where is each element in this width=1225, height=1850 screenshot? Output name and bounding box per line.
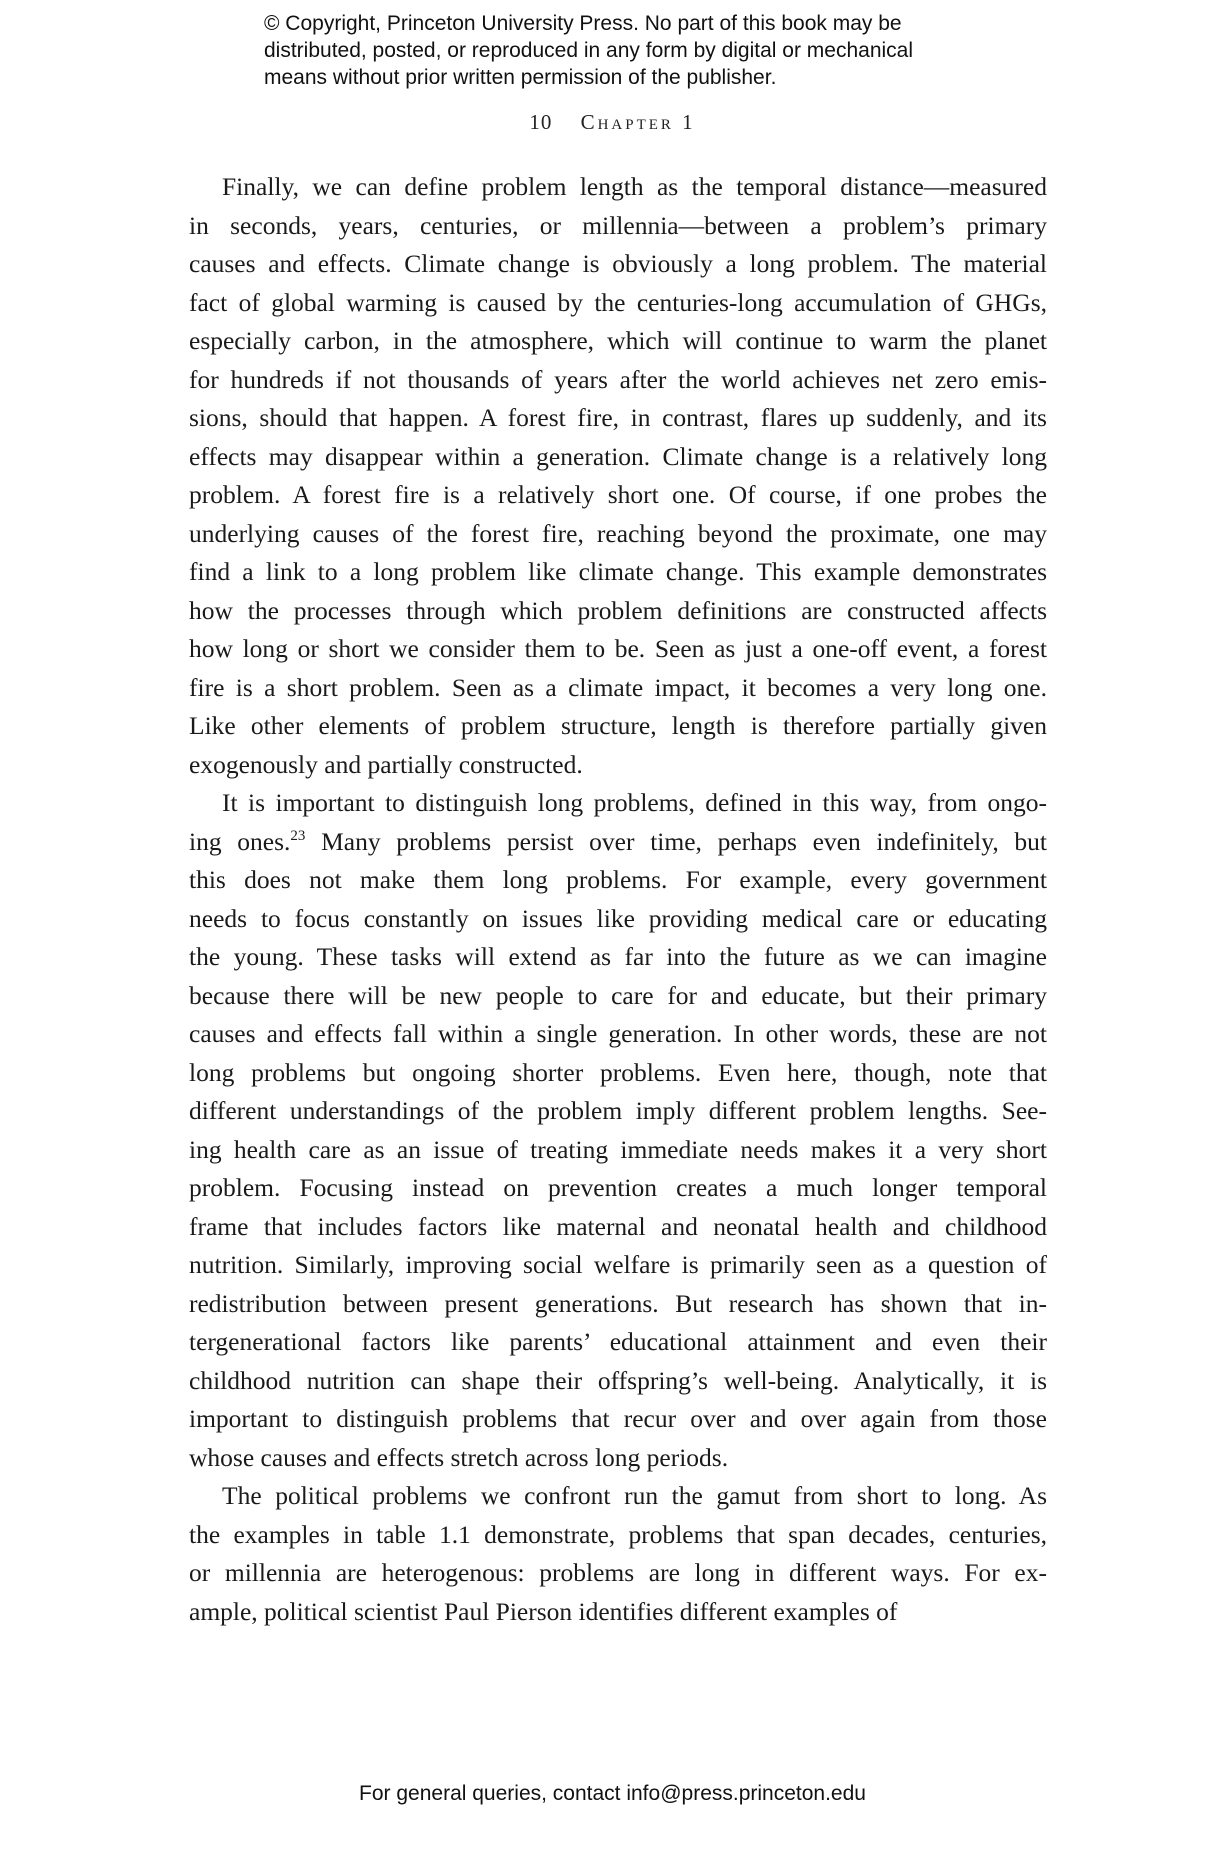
copyright-line: distributed, posted, or reproduced in any form by digital or mechanical [264, 39, 914, 62]
text-line: the examples in table 1.1 demonstrate, problems that span decades, centuries, [189, 1519, 1047, 1549]
text-line: causes and effects. Climate change is obviously a long problem. The material [189, 249, 1047, 278]
text-line: It is important to distinguish long problems, defined in this way, from ongo- [222, 788, 1047, 817]
chapter-label: Chapter 1 [580, 110, 696, 134]
copyright-line: means without prior written permission of the publisher. [264, 66, 777, 89]
text-line: problem. A forest fire is a relatively short one. Of course, if one probes the [189, 480, 1047, 509]
text-line: important to distinguish problems that recur over and over again from those [189, 1404, 1047, 1433]
text-line: in seconds, years, centuries, or millennia—between a problem’s primary [189, 210, 1047, 240]
text-line: The political problems we confront run the gamut from short to long. As [222, 1481, 1047, 1510]
text-line: long problems but ongoing shorter problems. Even here, though, note that [189, 1057, 1047, 1087]
text-line: Finally, we can define problem length as the temporal distance—measured [222, 172, 1047, 201]
line-text: Many problems persist over time, perhaps even indefinitely, but [305, 826, 1047, 856]
text-line: different understandings of the problem imply different problem lengths. See- [189, 1096, 1047, 1125]
text-line: whose causes and effects stretch across long periods. [189, 1442, 729, 1472]
text-line: ample, political scientist Paul Pierson identifies different examples of [189, 1596, 898, 1626]
text-line: redistribution between present generations. But research has shown that in- [189, 1288, 1047, 1318]
text-line: Like other elements of problem structure, length is therefore partially given [189, 711, 1047, 740]
text-line: because there will be new people to care for and educate, but their primary [189, 980, 1047, 1010]
text-line: how the processes through which problem definitions are constructed affects [189, 595, 1047, 625]
text-line: needs to focus constantly on issues like providing medical care or educating [189, 903, 1047, 933]
text-line: for hundreds if not thousands of years after the world achieves net zero emis- [189, 364, 1047, 394]
text-line: underlying causes of the forest fire, reaching beyond the proximate, one may [189, 518, 1047, 548]
text-line: or millennia are heterogenous: problems are long in different ways. For ex- [189, 1558, 1047, 1587]
footnote-reference[interactable]: 23 [290, 827, 306, 844]
footer-contact: For general queries, contact info@press.princeton.edu [359, 1782, 866, 1805]
text-line: ing health care as an issue of treating immediate needs makes it a very short [189, 1134, 1047, 1164]
text-line: frame that includes factors like maternal and neonatal health and childhood [189, 1211, 1047, 1241]
text-line: exogenously and partially constructed. [189, 749, 583, 779]
text-line: fact of global warming is caused by the centuries-long accumulation of GHGs, [189, 287, 1047, 317]
text-line: problem. Focusing instead on prevention creates a much longer temporal [189, 1173, 1047, 1202]
copyright-notice [264, 10, 913, 91]
text-line: this does not make them long problems. For example, every government [189, 865, 1047, 894]
line-text: ing ones. [189, 826, 291, 856]
text-line: find a link to a long problem like climate change. This example demonstrates [189, 557, 1047, 586]
page-number: 10 [529, 110, 553, 134]
text-line: causes and effects fall within a single generation. In other words, these are not [189, 1019, 1047, 1048]
text-line: especially carbon, in the atmosphere, which will continue to warm the planet [189, 326, 1047, 355]
running-head [0, 110, 1225, 135]
text-line: nutrition. Similarly, improving social welfare is primarily seen as a question of [189, 1250, 1047, 1279]
text-line: fire is a short problem. Seen as a climate impact, it becomes a very long one. [189, 672, 1047, 702]
text-line: the young. These tasks will extend as far into the future as we can imagine [189, 942, 1047, 971]
copyright-line: © Copyright, Princeton University Press. No part of this book may be [264, 12, 902, 35]
text-line: how long or short we consider them to be. Seen as just a one-off event, a forest [189, 634, 1047, 663]
text-line [189, 823, 1047, 862]
text-line: childhood nutrition can shape their offspring’s well-being. Analytically, it is [189, 1365, 1047, 1395]
text-line: tergenerational factors like parents’ educational attainment and even their [189, 1327, 1047, 1356]
text-line: effects may disappear within a generation. Climate change is a relatively long [189, 441, 1047, 471]
body-text [189, 168, 1047, 1631]
text-line: sions, should that happen. A forest fire, in contrast, flares up suddenly, and its [189, 403, 1047, 432]
